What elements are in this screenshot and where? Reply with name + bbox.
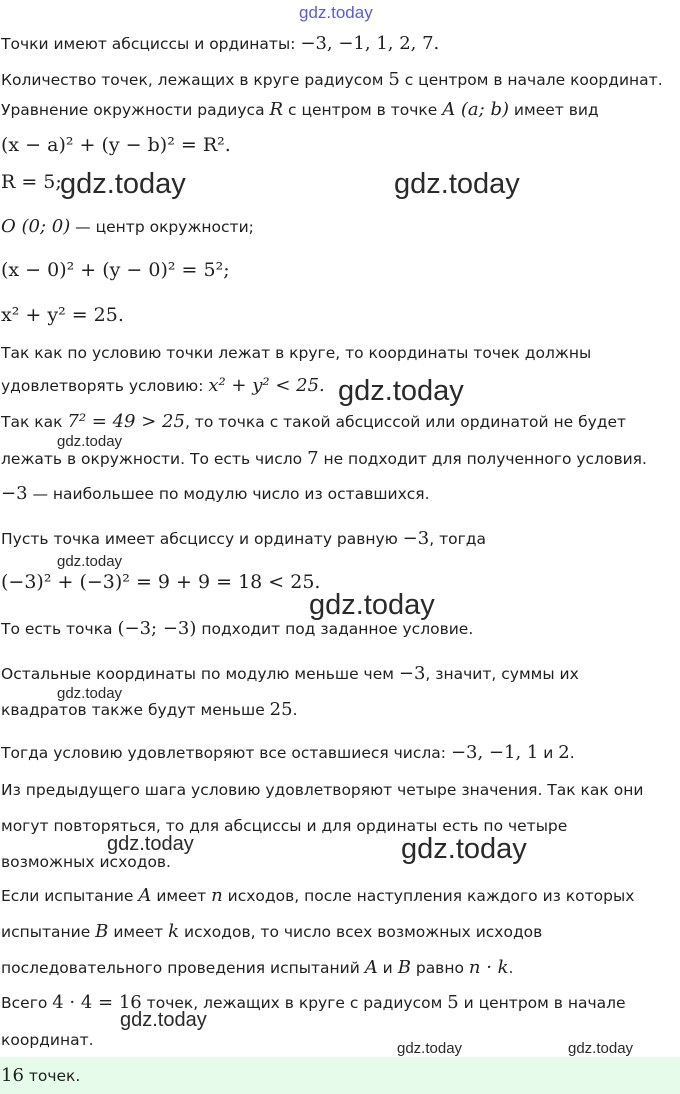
text-line: O (0; 0) — центр окружности;	[1, 216, 254, 237]
text-line: лежать в окружности. То есть число 7 не подходит для полученного условия.	[1, 448, 647, 469]
text-line: могут повторяться, то для абсциссы и для ординаты есть по четыре	[1, 817, 568, 835]
text-line: Всего 4 · 4 = 16 точек, лежащих в круге с радиусом 5 и центром в начале	[1, 992, 626, 1013]
text-line: испытание B имеет k исходов, то число всех возможных исходов	[1, 921, 543, 942]
text-line: Из предыдущего шага условию удовлетворяют четыре значения. Так как они	[1, 781, 644, 799]
watermark: gdz.today	[401, 833, 527, 865]
watermark: gdz.today	[299, 3, 373, 22]
formula-line: x² + y² = 25.	[1, 304, 124, 326]
watermark: gdz.today	[120, 1009, 207, 1031]
text-line: Если испытание A имеет n исходов, после наступления каждого из которых	[1, 885, 635, 906]
text-line: −3 — наибольшее по модулю число из оставшихся.	[1, 483, 430, 504]
text-line: Тогда условию удовлетворяют все оставшиеся числа: −3, −1, 1 и 2.	[1, 742, 575, 763]
text-line: Так как 7² = 49 > 25, то точка с такой абсциссой или ординатой не будет	[1, 411, 627, 432]
watermark: gdz.today	[57, 685, 123, 702]
watermark: gdz.today	[394, 168, 520, 200]
answer-box	[0, 1057, 680, 1094]
text-line: Так как по условию точки лежат в круге, то координаты точек должны	[1, 344, 592, 362]
text-line: То есть точка (−3; −3) подходит под заданное условие.	[1, 618, 474, 639]
watermark: gdz.today	[57, 433, 123, 450]
watermark: gdz.today	[107, 833, 194, 855]
text-line: Точки имеют абсциссы и ординаты: −3, −1, 1, 2, 7.	[1, 33, 440, 54]
text-line: удовлетворять условию: x² + y² < 25.	[1, 375, 325, 396]
text-line: Пусть точка имеет абсциссу и ординату равную −3, тогда	[1, 528, 486, 549]
watermark: gdz.today	[309, 589, 435, 621]
text-line: Количество точек, лежащих в круге радиусом 5 с центром в начале координат.	[1, 69, 663, 90]
formula-line: (−3)² + (−3)² = 9 + 9 = 18 < 25.	[1, 571, 321, 593]
watermark: gdz.today	[57, 553, 123, 570]
text-line: последовательного проведения испытаний A и B равно n · k.	[1, 957, 514, 978]
formula-line: (x − a)² + (y − b)² = R².	[1, 134, 231, 156]
watermark: gdz.today	[338, 375, 464, 407]
watermark: gdz.today	[397, 1040, 463, 1057]
formula-line: R = 5;	[1, 171, 62, 193]
watermark: gdz.today	[568, 1040, 634, 1057]
answer-text: 16 точек.	[1, 1065, 81, 1086]
formula-line: (x − 0)² + (y − 0)² = 5²;	[1, 259, 230, 281]
text-line: координат.	[1, 1031, 94, 1049]
text-line: Остальные координаты по модулю меньше чем −3, значит, суммы их	[1, 663, 579, 684]
text-line: Уравнение окружности радиуса R с центром в точке A (a; b) имеет вид	[1, 99, 599, 120]
text-line: квадратов также будут меньше 25.	[1, 699, 298, 720]
text-line: возможных исходов.	[1, 853, 171, 871]
watermark: gdz.today	[60, 168, 186, 200]
